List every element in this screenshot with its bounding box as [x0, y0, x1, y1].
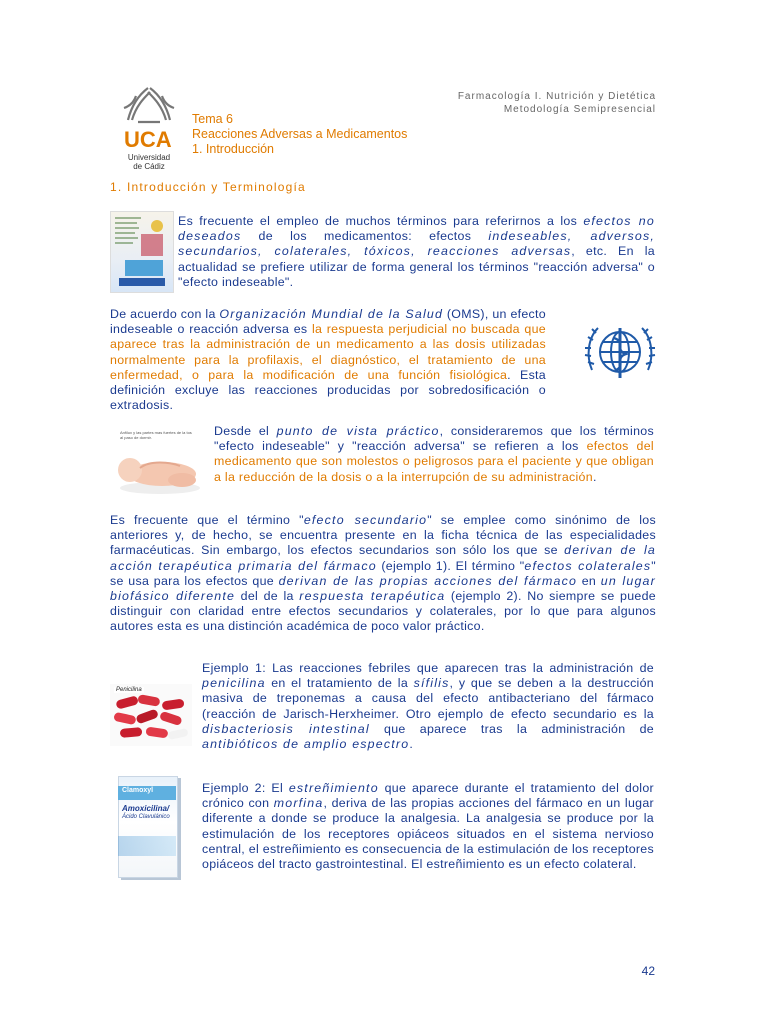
- paragraph-example-1: Ejemplo 1: Las reacciones febriles que aparecen tras la administración de penicilina en el tratamiento de la sífilis, y que se deben a la destrucción masiva de treponemas a causa del efecto antibacteriano del fármaco (reacción de Jarisch-Herxheimer. Otro ejemplo de efecto secundario es la disbacteriosis intestinal que aparece tras la administración de antibióticos de amplio espectro.: [202, 661, 654, 752]
- paragraph-practical-view: Desde el punto de vista práctico, consideraremos que los términos "efecto indeseable" y "reacción adversa" se refieren a los efectos del medicamento que son molestos o peligrosos para el paciente y que obligan a la reducción de la dosis o a la interrupción de su administración.: [214, 424, 654, 484]
- uca-university-label: Universidad de Cádiz: [127, 153, 171, 171]
- page-number: 42: [641, 964, 655, 978]
- uca-emblem-icon: [118, 84, 180, 124]
- topic-subtitle: 1. Introducción: [192, 142, 274, 156]
- uca-acronym: UCA: [124, 127, 172, 152]
- topic-number: Tema 6: [192, 112, 233, 126]
- header-methodology: Metodología Semipresencial: [503, 104, 656, 115]
- section-title: 1. Introducción y Terminología: [110, 180, 306, 194]
- paragraph-oms-definition: De acuerdo con la Organización Mundial de la Salud (OMS), un efecto indeseable o reacción adversa es la respuesta perjudicial no buscada que aparece tras la administración de un medicamento a las dosis utilizadas normalmente para la profilaxis, el diagnóstico, el tratamiento de una enfermedad, o para la modificación de una función fisiológica. Esta definición excluye las reacciones producidas por sobredosificación o extradosis.: [110, 307, 546, 413]
- penicillin-pills-image: Penicilina: [110, 684, 192, 746]
- baby-image: Anfilux y las partes mas fuertes de la tos al paso de dormir.: [110, 430, 206, 498]
- document-header: [458, 90, 656, 116]
- header-course: Farmacología I. Nutrición y Dietética: [457, 91, 656, 102]
- paragraph-terminology: Es frecuente el empleo de muchos términos para referirnos a los efectos no deseados de los medicamentos: efectos indeseables, adversos, secundarios, colaterales, tóxicos, reacciones adversas, etc. En la actualidad se prefiere utilizar de forma general los términos "reacción adversa" o "efecto indeseable".: [178, 214, 655, 289]
- who-emblem-icon: [582, 320, 658, 388]
- uca-logo: [118, 84, 180, 171]
- paragraph-secondary-effects: Es frecuente que el término "efecto secundario" se emplee como sinónimo de los anteriores y, de hecho, se encuentra presente en la ficha técnica de las especialidades farmacéuticas. Sin embargo, los efectos secundarios son sólo los que se derivan de la acción terapéutica primaria del fármaco (ejemplo 1). El término "efectos colaterales" se usa para los efectos que derivan de las propias acciones del fármaco en un lugar biofásico diferente del de la respuesta terapéutica (ejemplo 2). No siempre se puede distinguir con claridad entre efectos secundarios y colaterales, por lo que para algunos autores esta es una distinción académica de poco valor práctico.: [110, 513, 656, 634]
- amoxicillin-box-image: Clamoxyl Amoxicilina/ Ácido Clavulánico: [110, 776, 186, 880]
- topic-heading: [192, 112, 407, 157]
- paragraph-example-2: Ejemplo 2: El estreñimiento que aparece durante el tratamiento del dolor crónico con morfina, deriva de las propias acciones del fármaco en un lugar diferente a donde se produce la analgesia. La analgesia se produce por la estimulación de los receptores opiáceos situados en el sistema nervioso central, el estreñimiento es consecuencia de la estimulación de los receptores opiáceos del tracto gastrointestinal. El estreñimiento es un efecto colateral.: [202, 781, 654, 872]
- topic-title: Reacciones Adversas a Medicamentos: [192, 127, 408, 141]
- book-cover-image: [110, 211, 174, 293]
